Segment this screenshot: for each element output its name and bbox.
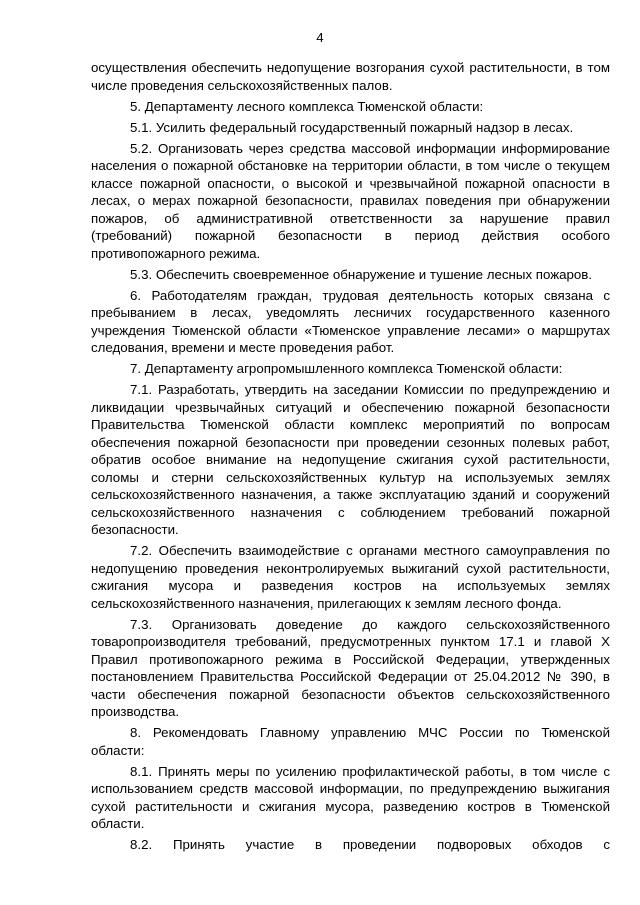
- paragraph-continuation: осуществления обеспечить недопущение возгорания сухой растительности, в том числе проведения сельскохозяйственных палов.: [91, 60, 610, 93]
- paragraph-item-5-3: 5.3. Обеспечить своевременное обнаружение и тушение лесных пожаров.: [130, 266, 593, 282]
- paragraph-item-5-1: 5.1. Усилить федеральный государственный пожарный надзор в лесах.: [130, 119, 574, 135]
- paragraph-item-6: 6. Работодателям граждан, трудовая деятельность которых связана с пребыванием в лесах, уведомлять лесничих государственного казенного учреждения Тюменской области «Тюменское управление лесами» о маршрутах следования, времени и месте проведения работ.: [91, 287, 610, 355]
- paragraph-item-8: 8. Рекомендовать Главному управлению МЧС России по Тюменской области:: [91, 725, 610, 758]
- paragraph-item-5: 5. Департаменту лесного комплекса Тюменской области:: [130, 98, 484, 114]
- paragraph-item-5-2: 5.2. Организовать через средства массовой информации информирование населения о пожарной обстановке на территории области, в том числе о текущем классе пожарной опасности, о высокой и чрезвычайной пожарной опасности в лесах, о мерах пожарной безопасности, правилах поведения при обнаружении пожаров, об административной ответственности за нарушение правил (требований) пожарной безопасности в период действия особого противопожарного режима.: [91, 140, 610, 261]
- paragraph-item-7: 7. Департаменту агропромышленного комплекса Тюменской области:: [130, 361, 563, 376]
- paragraph-item-8-1: 8.1. Принять меры по усилению профилактической работы, в том числе с использованием средств массовой информации, по предупреждению выжигания сухой растительности и сжигания мусора, разведению костров в Тюменской области.: [91, 763, 610, 831]
- paragraph-item-7-3: 7.3. Организовать доведение до каждого сельскохозяйственного товаропроизводителя требований, предусмотренных пунктом 17.1 и главой X Правил противопожарного режима в Российской Федерации, утвержденных постановлением Правительства Российской Федерации от 25.04.2012 № 390, в части обеспечения пожарной безопасности объектов сельскохозяйственного производства.: [91, 616, 610, 719]
- paragraph-item-7-2: 7.2. Обеспечить взаимодействие с органами местного самоуправления по недопущению проведения неконтролируемых выжиганий сухой растительности, сжигания мусора и разведения костров на используемых землях сельскохозяйственного назначения, прилегающих к землям лесного фонда.: [91, 543, 610, 611]
- paragraph-item-8-2: 8.2. Принять участие в проведении подворовых обходов с: [130, 837, 610, 852]
- page-number: 4: [316, 30, 324, 45]
- document-body: [91, 59, 610, 854]
- paragraph-item-7-1: 7.1. Разработать, утвердить на заседании Комиссии по предупреждению и ликвидации чрезвычайных ситуаций и обеспечению пожарной безопасности Правительства Тюменской области комплекс мероприятий по вопросам обеспечения пожарной безопасности при проведении сезонных полевых работ, обратив особое внимание на недопущение сжигания сухой растительности, соломы и стерни сельскохозяйственных культур на используемых землях сельскохозяйственного назначения, а также эксплуатацию зданий и сооружений сельскохозяйственного назначения с соблюдением требований пожарной безопасности.: [91, 382, 610, 537]
